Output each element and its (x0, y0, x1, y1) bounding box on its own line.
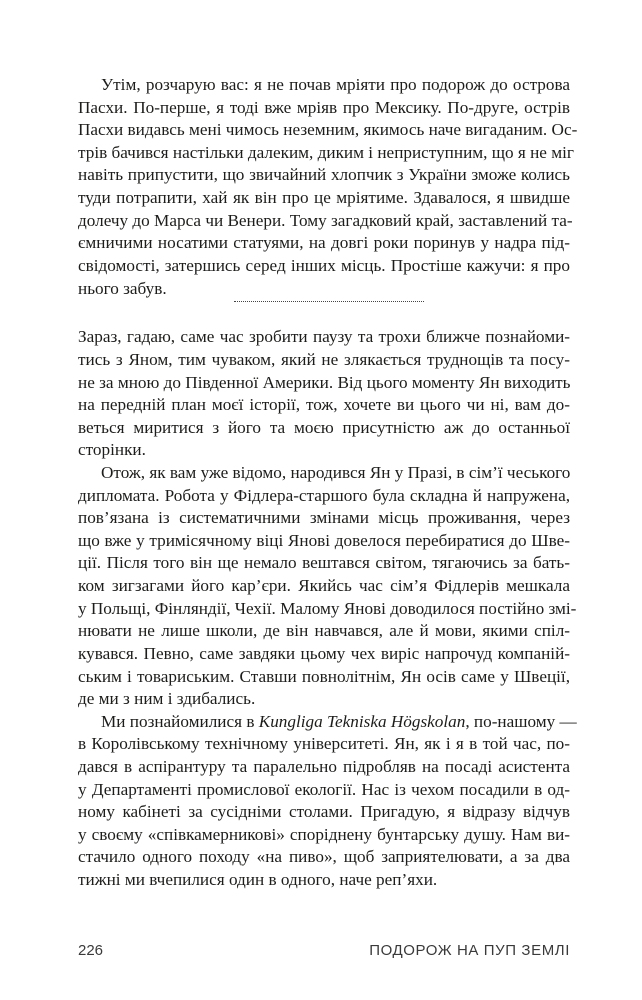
text-line: ції. Після того він ще немало вештався світом, тягаючись за бать- (78, 553, 570, 572)
running-head: ПОДОРОЖ НА ПУП ЗЕМЛІ (369, 942, 570, 959)
text-line: у Департаменті промислової екології. Нас із чехом посадили в од- (78, 780, 570, 799)
text-line: Пасхи видавсь мені чимось неземним, якимось наче вигаданим. Ос- (78, 120, 578, 139)
text-line: у своєму «співкамерникові» споріднену бунтарську душу. Нам ви- (78, 825, 570, 844)
text-line: туди потрапити, хай як він про це мріятиме. Здавалося, я швидше (78, 188, 570, 207)
text-line: свідомості, затершись серед інших місць. Простіше кажучи: я про (78, 256, 570, 275)
text-line (101, 711, 577, 733)
text-line: сторінки. (78, 440, 146, 459)
text-line: Зараз, гадаю, саме час зробити паузу та трохи ближче познайоми- (78, 327, 570, 346)
text-line: Утім, розчарую вас: я не почав мріяти про подорож до острова (101, 75, 570, 94)
text-line: кувався. Певно, саме завдяки цьому чех виріс напрочуд компаній- (78, 644, 570, 663)
text-line: веться миритися з його та моєю присутністю аж до останньої (78, 418, 570, 437)
page-number: 226 (78, 942, 104, 959)
text-line: пов’язана із систематичними змінами місць проживання, через (78, 508, 570, 527)
text-line: ком зигзагами його кар’єри. Якийсь час сім’я Фідлерів мешкала (78, 576, 570, 595)
section-separator (234, 301, 424, 302)
text-run: Ми познайомилися в (101, 712, 259, 731)
text-line: де ми з ним і здибались. (78, 689, 256, 708)
text-line: стачило одного походу «на пиво», щоб заприятелювати, а за два (78, 847, 570, 866)
text-line: у Польщі, Фінляндії, Чехії. Малому Янові доводилося постійно змі- (78, 599, 577, 618)
text-line: нювати не лише школи, де він навчався, але й мови, якими спіл- (78, 621, 570, 640)
text-line: тись з Яном, тим чуваком, який не злякається труднощів та посу- (78, 350, 570, 369)
text-line: ному кабінеті за сусідніми столами. Пригадую, я відразу відчув (78, 802, 570, 821)
text-line: тижні ми вчепилися один в одного, наче реп’яхи. (78, 870, 438, 889)
text-line: дався в аспірантуру та паралельно підробляв на посаді асистента (78, 757, 570, 776)
text-line: дипломата. Робота у Фідлера-старшого була складна й напружена, (78, 486, 570, 505)
text-line: не за мною до Південної Америки. Від цього моменту Ян виходить (78, 373, 571, 392)
text-line: Пасхи. По-перше, я тоді вже мріяв про Мексику. По-друге, острів (78, 98, 570, 117)
university-name-italic: Kungliga Tekniska Högskolan (258, 712, 466, 731)
text-line: що вже у тримісячному віці Янові довелося перебиратися до Шве- (78, 531, 570, 550)
text-run: , по-нашому — (465, 712, 577, 731)
text-line: долечу до Марса чи Венери. Тому загадковий край, заставлений та- (78, 211, 573, 230)
text-line: на передній план моєї історії, тож, хочете ви цього чи ні, вам до- (78, 395, 570, 414)
text-line: Отож, як вам уже відомо, народився Ян у Празі, в сім’ї чеського (101, 463, 571, 482)
text-line: ємничими носатими статуями, на довгі роки поринув у надра під- (78, 233, 570, 252)
text-line: в Королівському технічному університеті. Ян, як і я в той час, по- (78, 734, 570, 753)
text-line: трів бачився настільки далеким, диким і неприступним, що я не міг (78, 143, 574, 162)
text-line: навіть припустити, що звичайний хлопчик з України зможе колись (78, 165, 570, 184)
text-line: ським і товариським. Ставши повнолітнім, Ян осів саме у Швеції, (78, 667, 570, 686)
text-line: нього забув. (78, 279, 167, 298)
